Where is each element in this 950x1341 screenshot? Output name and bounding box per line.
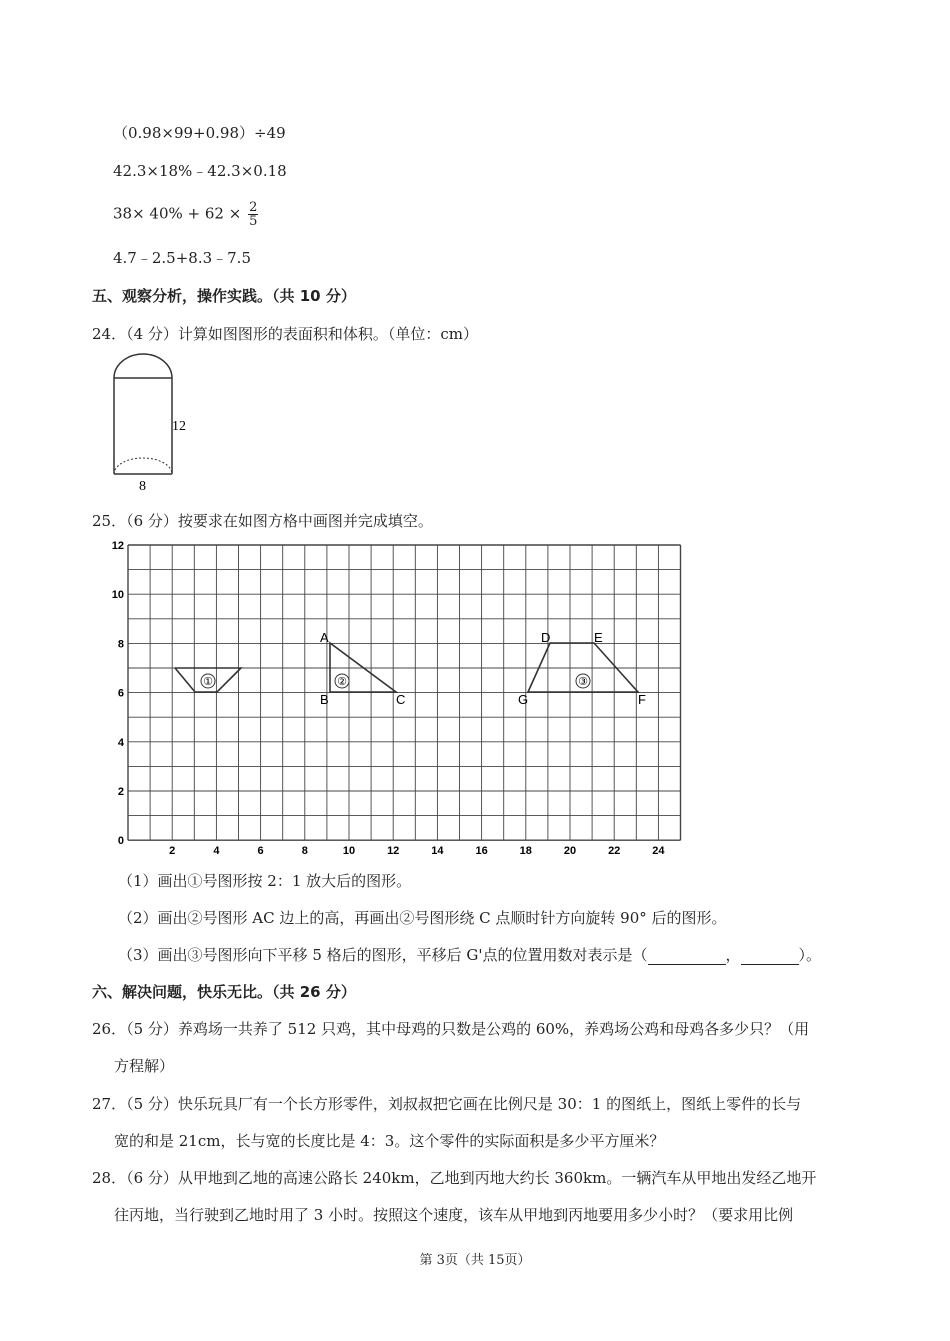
shape-1-label: ① — [203, 676, 213, 688]
calc-expression-1: （0.98×99+0.98）÷49 — [113, 124, 286, 142]
x-tick-label: 8 — [301, 845, 308, 858]
page-footer: 第 3页（共 15页） — [419, 1253, 531, 1268]
point-E-label: E — [594, 630, 603, 645]
point-A-label: A — [320, 630, 329, 645]
question-27-line-2: 宽的和是 21cm，长与宽的长度比是 4：3。这个零件的实际面积是多少平方厘米？ — [114, 1132, 665, 1150]
x-tick-label: 10 — [342, 845, 356, 858]
answer-blank-y[interactable] — [741, 946, 799, 965]
y-tick-label: 4 — [117, 736, 124, 749]
question-28-line-2: 往丙地，当行驶到乙地时用了 3 小时。按照这个速度，该车从甲地到丙地要用多少小时？（要求用比例 — [114, 1206, 794, 1224]
fraction — [248, 201, 258, 228]
x-tick-label: 14 — [431, 845, 444, 858]
question-25-sub-3-comma: ， — [725, 946, 741, 964]
x-tick-label: 22 — [608, 845, 621, 858]
x-tick-label: 18 — [519, 845, 532, 858]
y-tick-label: 8 — [117, 638, 124, 651]
x-tick-label: 4 — [213, 845, 220, 858]
cylinder-figure — [100, 352, 210, 497]
point-B-label: B — [320, 692, 329, 707]
x-tick-label: 2 — [169, 845, 176, 858]
coordinate-grid — [100, 535, 700, 860]
y-tick-label: 0 — [117, 835, 124, 848]
x-tick-label: 12 — [387, 845, 400, 858]
y-tick-label: 10 — [111, 589, 124, 602]
question-25-sub-2: （2）画出②号图形 AC 边上的高，再画出②号图形绕 C 点顺时针方向旋转 90° 后的图形。 — [118, 909, 727, 927]
calc-expression-2: 42.3×18%﹣42.3×0.18 — [113, 162, 287, 180]
point-C-label: C — [396, 692, 406, 707]
cylinder-top-arc — [114, 354, 172, 378]
point-G-label: G — [518, 692, 529, 707]
y-tick-label: 2 — [117, 786, 124, 798]
question-25-sub-3-end: ）。 — [798, 946, 822, 964]
calc-expression-4: 4.7﹣2.5+8.3﹣7.5 — [113, 249, 251, 267]
question-25-text: 25．（6 分）按要求在如图方格中画图并完成填空。 — [92, 512, 433, 530]
y-tick-label: 6 — [117, 687, 124, 700]
point-D-label: D — [541, 630, 551, 645]
question-27-line-1: 27．（5 分）快乐玩具厂有一个长方形零件，刘叔叔把它画在比例尺是 30：1 的图纸上，图纸上零件的长与 — [92, 1095, 802, 1113]
shape-2-label: ② — [337, 676, 347, 688]
shape-3-label: ③ — [578, 676, 588, 688]
question-25-sub-1: （1）画出①号图形按 2：1 放大后的图形。 — [118, 872, 412, 890]
section-6-title: 六、解决问题，快乐无比。（共 26 分） — [92, 983, 356, 1001]
calc-expression-3-prefix: 38× 40% + 62 × — [113, 204, 242, 223]
cylinder-height-label: 12 — [172, 419, 186, 434]
question-25-sub-3-text: （3）画出③号图形向下平移 5 格后的图形，平移后 G'点的位置用数对表示是（ — [118, 946, 648, 964]
cylinder-width-label: 8 — [139, 479, 146, 494]
y-axis-ticks — [112, 540, 125, 847]
question-28-line-1: 28．（6 分）从甲地到乙地的高速公路长 240km，乙地到丙地大约长 360km。一辆汽车从甲地出发经乙地开 — [92, 1169, 817, 1187]
cylinder-hidden-arc — [114, 458, 172, 474]
x-tick-label: 24 — [652, 845, 665, 858]
y-tick-label: 12 — [111, 540, 124, 552]
section-5-title: 五、观察分析，操作实践。（共 10 分） — [92, 287, 356, 305]
question-26-line-1: 26．（5 分）养鸡场一共养了 512 只鸡，其中母鸡的只数是公鸡的 60%，养鸡场公鸡和母鸡各多少只？（用 — [92, 1020, 810, 1038]
question-24-text: 24．（4 分）计算如图图形的表面积和体积。（单位：cm） — [92, 325, 479, 343]
question-25-sub-3 — [118, 944, 821, 965]
calc-expression-3 — [113, 201, 258, 228]
x-axis-ticks — [169, 845, 665, 857]
x-tick-label: 6 — [257, 845, 264, 858]
x-tick-label: 16 — [475, 845, 488, 858]
question-26-line-2: 方程解） — [114, 1057, 175, 1075]
fraction-denominator: 5 — [249, 214, 258, 229]
answer-blank-x[interactable] — [648, 946, 726, 965]
point-F-label: F — [638, 692, 646, 707]
x-tick-label: 20 — [563, 845, 577, 858]
fraction-numerator: 2 — [249, 200, 258, 215]
